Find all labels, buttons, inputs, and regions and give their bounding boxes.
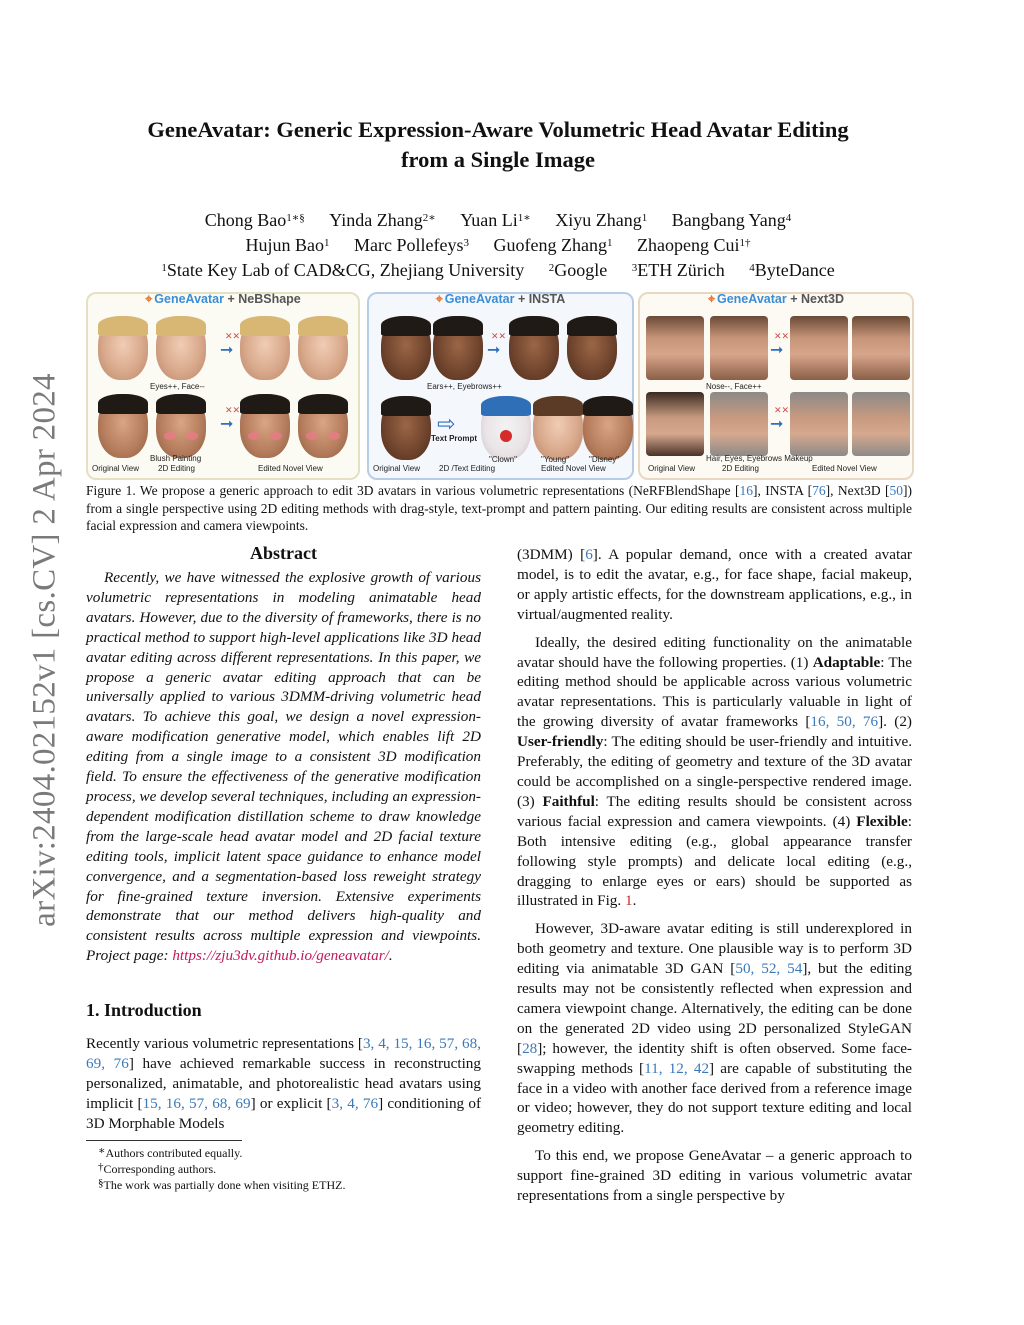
citation-link[interactable]: 11, 12, 42 [644,1059,710,1077]
caption-novel-view: Edited Novel View [258,464,323,473]
paper-title: GeneAvatar: Generic Expression-Aware Volumetric Head Avatar Editing from a Single Image [147,117,849,172]
face-image [790,316,848,380]
citation-link[interactable]: 3, 4, 76 [331,1094,379,1112]
footnote: ∗Authors contributed equally. [98,1145,243,1160]
footnotes [86,1145,345,1193]
author: Zhaopeng Cui$^{1\dagger}$ [636,235,751,255]
face-image [567,316,617,380]
caption-original-view: Original View [92,464,139,473]
edit-label: Ears++, Eyebrows++ [427,382,502,391]
caption-2d-editing: 2D Editing [158,464,195,473]
footnote: †Corresponding authors. [98,1161,217,1176]
face-image [98,316,148,380]
arrow-right-icon: ⇨ [437,412,456,437]
footnote: §The work was partially done when visiting ETHZ. [98,1177,346,1192]
paragraph: To this end, we propose GeneAvatar – a generic approach to support fine-grained 3D editing in various volumetric avatar representations from a single perspective by [517,1147,912,1205]
arxiv-sidebar [0,300,80,1000]
authors-line-1 [110,208,886,233]
face-image [240,316,290,380]
arxiv-identifier: arXiv:2404.02152v1 [cs.CV] 2 Apr 2024 [26,373,63,927]
face-image [852,316,910,380]
affiliations [110,258,886,283]
citation-link[interactable]: 16 [739,483,753,498]
geneavatar-logo-icon: ⌖ [145,292,153,306]
panel-next3d [638,292,914,480]
style-label: "Young" [541,455,570,464]
citation-link[interactable]: 15, 16, 57, 68, 69 [142,1094,251,1112]
face-image [710,392,768,456]
paragraph: Ideally, the desired editing functionality on the animatable avatar should have the following properties. (1) Adaptable: The editing method should be applicable across various volumetric avatar representations. This is particularly valuable in light of the growing diversity of avatar frameworks [16, 50, 76]. (2) User-friendly: The editing should be user-friendly and intuitive. Preferably, the editing of geometry and texture of the 3D avatar could be accomplished on a single-perspective rendered image. (3) Faithful: The editing results should be consistent across various facial expression and camera viewpoints. (4) Flexible: Both intensive editing (e.g., global appearance transfer following style prompts) and delicate local editing (e.g., dragging to enlarge eyes or ears) should be supported as illustrated in Fig. 1. [517,633,912,910]
arrow-right-icon: ➞ [220,414,234,433]
edit-label: Nose--, Face++ [706,382,762,391]
edit-label: Eyes++, Face-- [150,382,205,391]
panel-title: ⌖ GeneAvatar + INSTA [435,292,566,306]
author: Bangbang Yang$^4$ [671,210,792,230]
face-image [298,316,348,380]
caption-novel-view: Edited Novel View [812,464,877,473]
face-image [583,396,633,460]
citation-link[interactable]: 6 [585,546,593,563]
right-column [517,545,912,1214]
panel-title: ⌖ GeneAvatar + NeBShape [145,292,301,306]
style-label: "Clown" [489,455,517,464]
affiliation: $^1$State Key Lab of CAD&CG, Zhejiang University [161,260,525,280]
abstract-heading: Abstract [250,543,317,563]
affiliation: $^3$ETH Zürich [631,260,725,280]
text-prompt-label: Text Prompt [431,434,478,443]
citation-link[interactable]: 50 [889,483,903,498]
face-image [381,316,431,380]
arrow-right-icon: ➞ [220,340,234,359]
authors-line-2 [110,233,886,258]
author: Marc Pollefeys$^3$ [354,235,469,255]
face-image [790,392,848,456]
citation-link[interactable]: 76 [812,483,826,498]
edit-mark-icon: ✕✕ [491,332,507,342]
arrow-right-icon: ➞ [487,340,501,359]
face-image [646,392,704,456]
arrow-right-icon: ➞ [770,340,784,359]
caption-original-view: Original View [648,464,695,473]
edit-mark-icon: ✕✕ [225,406,241,416]
face-image [509,316,559,380]
edit-label: Hair, Eyes, Eyebrows Makeup [706,454,813,463]
face-image [381,396,431,460]
author: Hujun Bao$^1$ [245,235,330,255]
intro-paragraph: Recently various volumetric representations [3, 4, 15, 16, 57, 68, 69, 76] have achieved remarkable success in reconstructing personalized, animatable, and photorealistic head avatars using implicit [15, 16, 57, 68, 69] or explicit [3, 4, 76] conditioning of 3D Morphable Models [86,1035,482,1132]
face-image [98,394,148,458]
edit-mark-icon: ✕✕ [225,332,241,342]
paragraph: (3DMM) [6]. A popular demand, once with a created avatar model, is to edit the avatar, e.g., for face shape, facial makeup, or apply artistic effects, for the downstream applications, e.g., in virtual/augmented reality. [517,546,912,623]
face-image [852,392,910,456]
style-label: "Disney" [589,455,620,464]
author: Xiyu Zhang$^1$ [555,210,648,230]
edit-mark-icon: ✕✕ [774,406,790,416]
footnote-rule [86,1140,242,1141]
figure-caption: Figure 1. We propose a generic approach to edit 3D avatars in various volumetric representations (NeRFBlendShape [16], INSTA [76], Next3D [50]) from a single perspective using 2D editing methods with drag-style, text-prompt and pattern painting. Our editing results are consistent across multiple facial expression and camera viewpoints. [86,483,912,533]
paragraph: However, 3D-aware avatar editing is still underexplored in both geometry and texture. One plausible way is to perform 3D editing via animatable 3D GAN [50, 52, 54], but the editing results may not be consistently reflected when expression and camera viewpoint change. Alternatively, the editing can be done on the generated 2D video using 2D personalized StyleGAN [28]; however, the identity shift is often observed. Some face-swapping methods [11, 12, 42] are capable of substituting the face in a video with another face derived from a reference image or video; however, they do not support texture editing and local geometry editing. [517,920,912,1137]
face-image [433,316,483,380]
panel-nebshape [86,292,360,480]
face-image [298,394,348,458]
figure-1 [86,292,912,478]
caption-2d-editing: 2D Editing [722,464,759,473]
project-page-link[interactable]: https://zju3dv.github.io/geneavatar/ [172,947,389,965]
citation-link[interactable]: 16, 50, 76 [810,713,879,731]
caption-2d-editing: 2D /Text Editing [439,464,496,473]
arrow-right-icon: ➞ [770,414,784,433]
author: Yinda Zhang$^{2∗}$ [329,210,436,230]
abstract-body: Recently, we have witnessed the explosive growth of various volumetric representations in modeling animatable head avatars. However, due to the diversity of frameworks, there is no practical method to support high-level applications like 3D head avatar editing across different representations. In this paper, we propose a generic avatar editing approach that can be universally applied to various 3DMM-driving volumetric head avatars. To achieve this goal, we design a novel expression-aware modification generative model, which enables lift 2D editing from a single image to a consistent 3D modification field. To ensure the effectiveness of the generative modification process, we develop several techniques, including an expression-dependent modification distillation scheme to draw knowledge from the large-scale head avatar model and 2D facial texture editing tools, implicit latent space guidance to enhance model convergence, and a segmentation-based loss reweight strategy for fine-grained texture inversion. Extensive experiments demonstrate that our method delivers high-quality and consistent results across multiple expression and viewpoints. Project page: https://zju3dv.github.io/geneavatar/. [86,569,481,965]
caption-novel-view: Edited Novel View [541,464,606,473]
affiliation: $^4$ByteDance [749,260,835,280]
section-heading: 1. Introduction [86,1000,202,1020]
face-image [156,316,206,380]
author: Yuan $Li^{1∗}$ [460,210,531,230]
author-block [110,208,886,283]
citation-link[interactable]: 50, 52, 54 [735,960,803,978]
author: Guofeng Zhang$^1$ [493,235,613,255]
face-image [646,316,704,380]
panel-insta [367,292,634,480]
citation-link[interactable]: 28 [522,1039,538,1057]
affiliation: $^2$Google [548,260,608,280]
face-image [156,394,206,458]
geneavatar-logo-icon: ⌖ [435,292,443,306]
panel-title: ⌖ GeneAvatar + Next3D [707,292,845,306]
face-image [533,396,583,460]
citation-link[interactable]: 3, 4, 15, 16, 57, 68, 69, 76 [86,1035,482,1072]
face-image [240,394,290,458]
edit-label: Blush Painting [150,454,202,463]
geneavatar-logo-icon: ⌖ [707,292,715,306]
figure-link[interactable]: 1 [625,892,633,910]
face-image [481,396,531,460]
author: Chong Bao$^{1∗\S}$ [204,210,305,230]
edit-mark-icon: ✕✕ [774,332,790,342]
face-image [710,316,768,380]
caption-original-view: Original View [373,464,420,473]
